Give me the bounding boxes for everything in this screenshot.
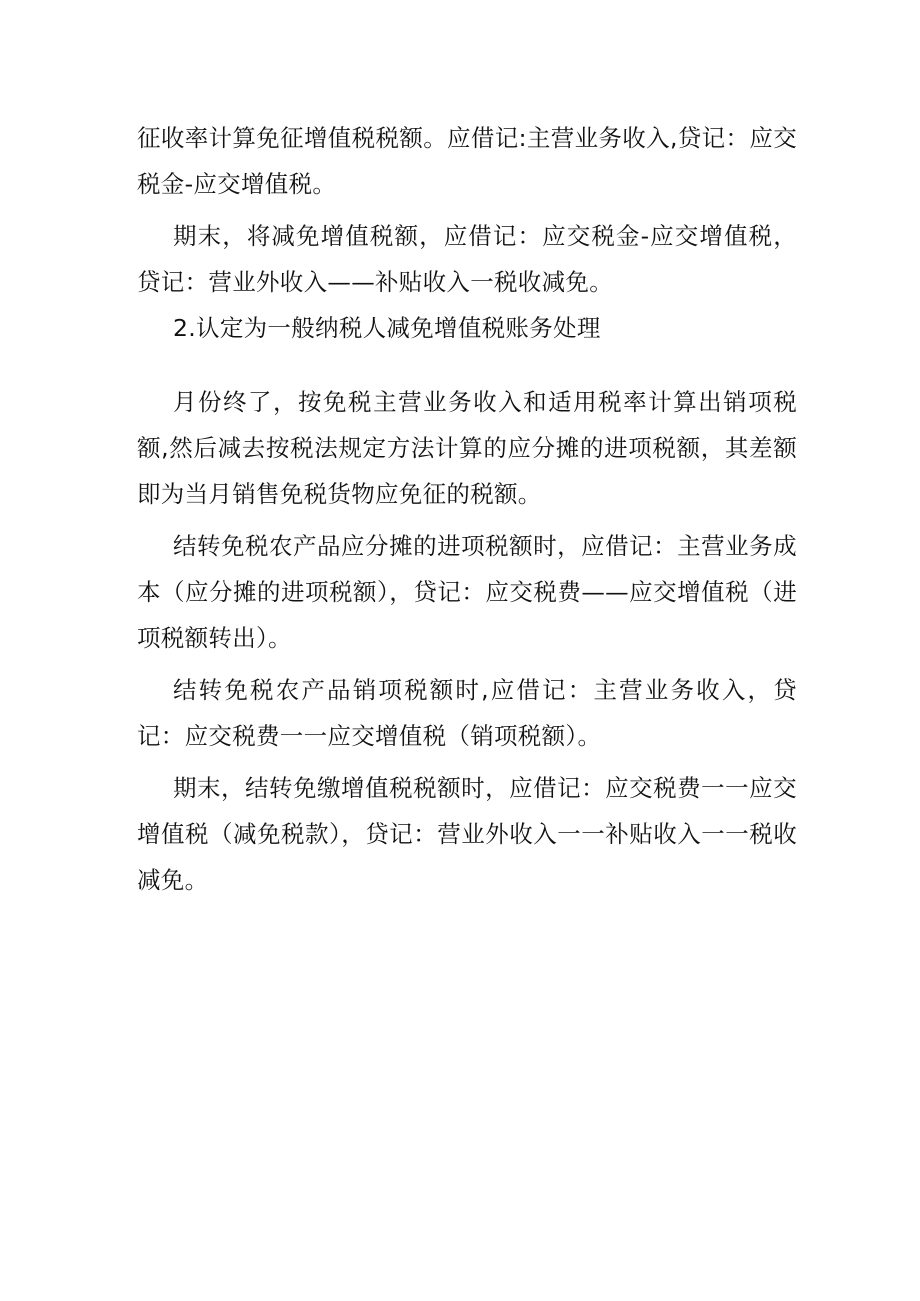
document-body [137,115,797,903]
paragraph-period-end-general: 期末，结转免缴增值税税额时，应借记：应交税费一一应交增值税（减免税款），贷记：营业外收入一一补贴收入一一税收减免。 [137,774,797,894]
paragraph-continued: 征收率计算免征增值税税额。应借记:主营业务收入,贷记：应交税金-应交增值税。 [137,124,797,198]
paragraph-input-tax-transfer: 结转免税农产品应分摊的进项税额时，应借记：主营业务成本（应分摊的进项税额），贷记：应交税费——应交增值税（进项税额转出）。 [137,532,797,652]
paragraph-period-end-small: 期末，将减免增值税额，应借记：应交税金-应交增值税，贷记：营业外收入——补贴收入一税收减免。 [137,222,797,296]
section-heading-general-taxpayer: 2.认定为一般纳税人减免增值税账务处理 [173,314,601,342]
paragraph-month-end: 月份终了，按免税主营业务收入和适用税率计算出销项税额,然后减去按税法规定方法计算的应分摊的进项税额，其差额即为当月销售免税货物应免征的税额。 [137,388,797,508]
paragraph-output-tax-transfer: 结转免税农产品销项税额时,应借记：主营业务收入，贷记：应交税费一一应交增值税（销项税额）。 [137,676,797,750]
